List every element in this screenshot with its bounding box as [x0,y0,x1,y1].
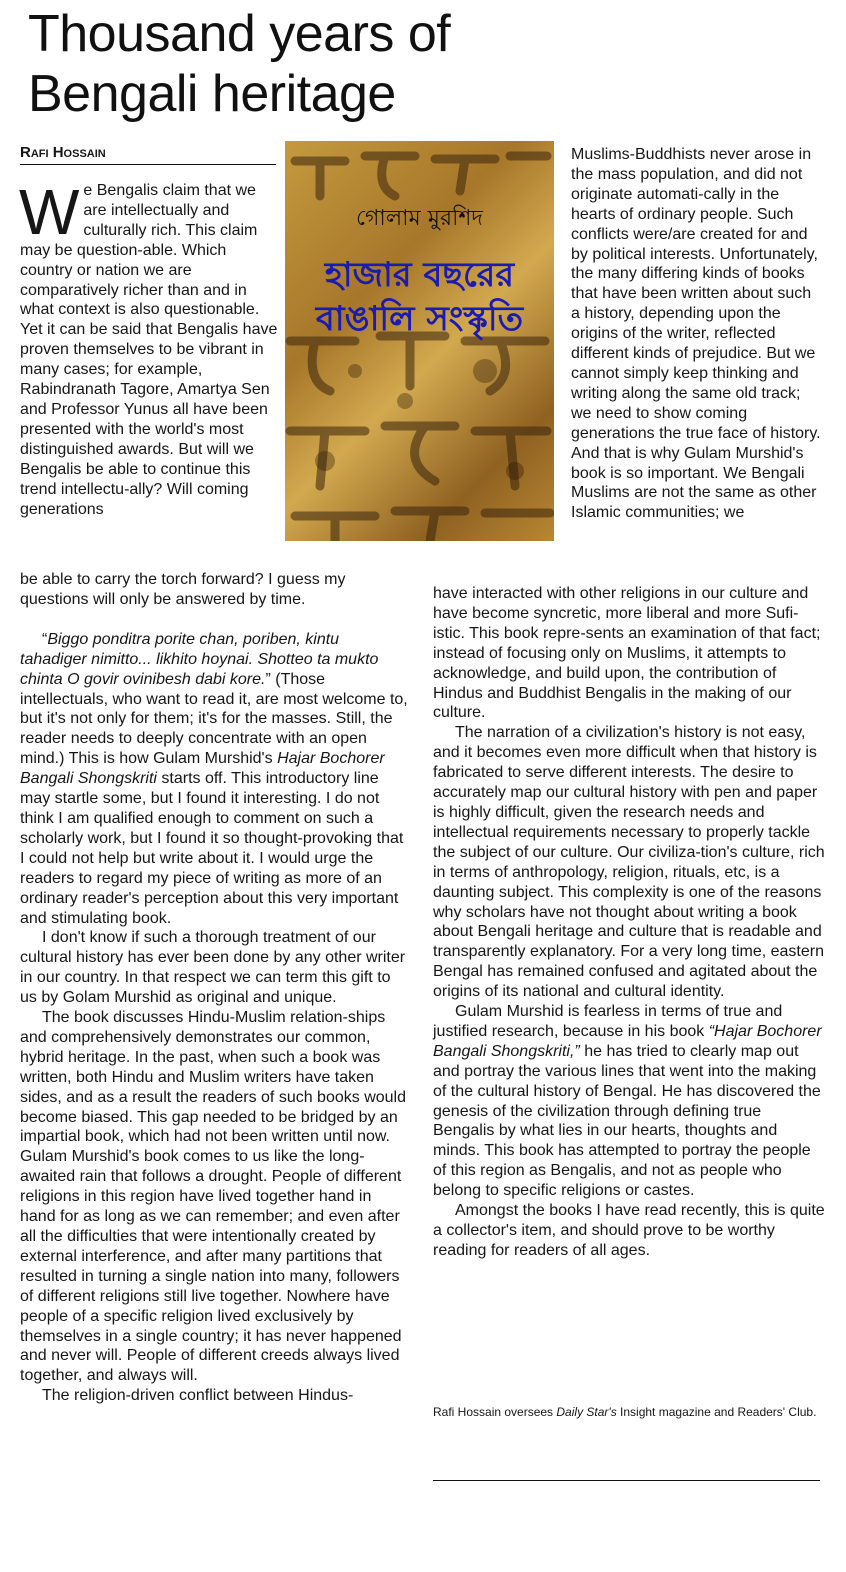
column-1-top [19,176,278,519]
quote-open-mark: “ [42,630,48,648]
cover-title-line-2: বাঙালি সংস্কৃতি [315,299,524,339]
column-2-top [571,145,823,523]
cover-author: গোলাম মুরশিদ [356,206,483,231]
paragraph-3: I don't know if such a thorough treatment of our cultural history has ever been done by any other writer in our country. In that respect we can term this gift to us by Golam Murshid as original and unique. [20,929,406,1007]
paragraph-5-start: The religion-driven conflict between Hindus- [42,1387,354,1405]
paragraph-1 [19,176,278,519]
column-2-main [433,584,825,1261]
paragraph-6: The narration of a civilization's history is not easy, and it becomes even more difficult when that history is fabricated to serve different interests. The desire to accurately map our cultural history with pen and paper is highly difficult, given the research needs and intellectual requirements necessary to properly tackle the subject of our culture. Our civiliza-tion's culture, rich in terms of anthropology, religion, rituals, etc, is a daunting subject. This complexity is one of the reasons why scholars have not thought about writing a book about Bengali heritage and culture that is readable and transparently explanatory. For a very long time, eastern Bengal has remained confused and agitated about the origins of its national and cultural identity. [433,724,825,1001]
bottom-rule [433,1480,820,1481]
byline: Rafi Hossain [20,144,276,165]
paragraph-7-text-a: Gulam Murshid is fearless in terms of true and justified research, because in his book [433,1003,783,1040]
column-1-main [20,570,410,1406]
quote-close-mark: ” [265,670,271,688]
paragraph-5-continued: Muslims-Buddhists never arose in the mass population, and did not originate automati-cally in the hearts of ordinary people. Such conflicts were/are created for and by political interests. Unfortunately, the many differing kinds of books that have been written about such a history, depending upon the origins of the writer, reflected different kinds of prejudice. But we cannot simply keep thinking and writing along the same old track; we need to show coming generations the true face of history. And that is why Gulam Murshid's book is so important. We Bengali Muslims are not the same as other Islamic communities; we [571,146,821,522]
paragraph-7 [433,1002,825,1201]
bengali-quote: Biggo ponditra porite chan, poriben, kintu tahadiger nimitto... likhito hoynai. Shotteo ta mukto chinta O govir ovinibesh dabi kore. [20,630,379,688]
title-line-1: Thousand years of [28,5,451,63]
drop-cap: W [19,176,80,248]
article-title [28,4,728,124]
book-title-italic: Hajar Bochorer Bangali Shongskriti [20,750,385,788]
title-line-2: Bengali heritage [28,65,396,123]
paragraph-2 [20,630,410,929]
book-cover-image [285,141,554,541]
paragraph-8: Amongst the books I have read recently, this is quite a collector's item, and should prove to be worthy reading for readers of all ages. [433,1202,825,1259]
paragraph-1-text: e Bengalis claim that we are intellectually and culturally rich. This claim may be question-able. Which country or nation we are comparatively richer than and in what context is also questionable. Yet it can be said that Bengalis have proven themselves to be vibrant in many cases; for example, Rabindranath Tagore, Amartya Sen and Professor Yunus all have been presented with the world's most distinguished awards. But will we Bengalis be able to continue this trend intellectu-ally? Will coming generations [20,182,278,518]
cover-title [285,253,554,341]
paragraph-2-text-a: (Those intellectuals, who want to read it, are most welcome to, but it's not only for them; it's for the masses. Still, the reader needs to deeply concentrate with an open mind.) This is how Gulam Murshid's [20,670,408,768]
author-note [433,1404,823,1421]
author-note-publication: Daily Star's [556,1405,617,1419]
paragraph-5-tail: have interacted with other religions in our culture and have become syncretic, more liberal and more Sufi-istic. This book repre-sents an examination of that fact; instead of focusing only on Muslims, it attempts to acknowledge, and build upon, the contribution of Hindus and Buddhist Bengalis in the making of our culture. [433,585,821,722]
paragraph-7-text-b: he has tried to clearly map out and portray the various lines that went into the making of the cultural history of Bengal. He has discovered the genesis of the civilization through defining true Bengalis by what lies in our hearts, thoughts and minds. This book has attempted to portray the people of this region as Bengalis, and not as people who belong to specific religions or castes. [433,1042,821,1200]
paragraph-1-tail: be able to carry the torch forward? I guess my questions will only be answered by time. [20,571,346,608]
paragraph-2-text-b: starts off. This introductory line may startle some, but I found it interesting. I do not think I am qualified enough to comment on such a scholarly work, but I found it so thought-provoking that I could not help but write about it. I would urge the readers to regard my piece of writing as more of an ordinary reader's perception about this very important and stimulating book. [20,770,404,927]
cover-title-line-1: হাজার বছরের [324,255,515,295]
author-note-prefix: Rafi Hossain oversees [433,1405,557,1419]
book-title-quoted: “Hajar Bochorer Bangali Shongskriti,” [433,1022,822,1060]
author-note-suffix: Insight magazine and Readers' Club. [616,1405,817,1419]
paragraph-4: The book discusses Hindu-Muslim relation-ships and comprehensively demonstrates our common, hybrid heritage. In the past, when such a book was written, both Hindu and Muslim writers have taken sides, and as a result the readers of such books would become biased. This gap needed to be bridged by an impartial book, which had not been written until now. Gulam Murshid's book comes to us like the long-awaited rain that follows a drought. People of different religions in this region have lived together hand in hand for as long as we can remember; and even after all the difficulties that were intentionally created by external interference, and after many partitions that resulted in turning a single nation into many, followers of different religions still live together. Nowhere have people of a specific religion lived exclusively by themselves in a single country; it has never happened and never will. People of different creeds always lived together, and always will. [20,1009,406,1385]
